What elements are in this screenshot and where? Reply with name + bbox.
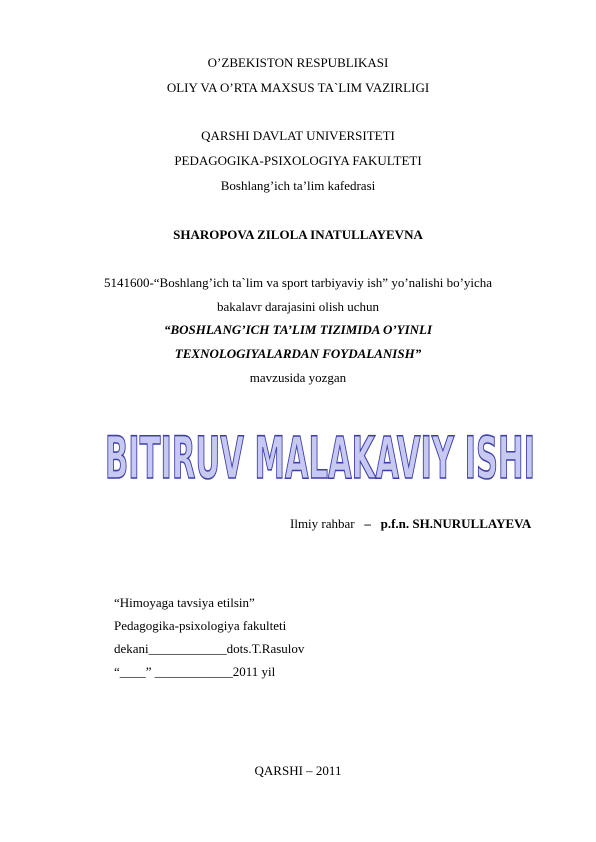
advisor-label: Ilmiy rahbar [290,516,355,531]
approval-line-3: dekani____________dots.T.Rasulov [114,641,305,656]
author-name: SHAROPOVA ZILOLA INATULLAYEVNA [173,227,423,242]
university-name: QARSHI DAVLAT UNIVERSITETI [201,128,395,143]
program-line-2: bakalavr darajasini olish uchun [216,299,380,314]
advisor-name: p.f.n. SH.NURULLAYEVA [380,516,532,531]
topic-line-1: “BOSHLANG’ICH TA’LIM TIZIMIDA O’YINLI [163,322,433,337]
faculty-name: PEDAGOGIKA-PSIXOLOGIYA FAKULTETI [174,153,422,168]
topic-suffix: mavzusida yozgan [249,370,347,385]
ministry-heading: OLIY VA O’RTA MAXSUS TA`LIM VAZIRLIGI [166,80,430,95]
approval-line-2: Pedagogika-psixologiya fakulteti [114,618,287,633]
approval-line-4: “____” ____________2011 yil [114,664,276,679]
department-name: Boshlang’ich ta’lim kafedrasi [220,178,376,193]
republic-heading: O’ZBEKISTON RESPUBLIKASI [207,55,389,70]
thesis-wordart-title [100,412,540,492]
advisor-dash: – [364,516,371,531]
topic-line-2: TEXNOLOGIYALARDAN FOYDALANISH” [174,346,422,361]
approval-line-1: “Himoyaga tavsiya etilsin” [114,595,255,610]
program-line-1: 5141600-“Boshlang’ich ta`lim va sport tarbiyaviy ish” yo’nalishi bo’yicha [103,275,493,290]
scientific-advisor [290,516,531,532]
wordart-text: BITIRUV MALAKAVIY ISHI [105,424,535,492]
place-year-footer: QARSHI – 2011 [254,763,342,778]
